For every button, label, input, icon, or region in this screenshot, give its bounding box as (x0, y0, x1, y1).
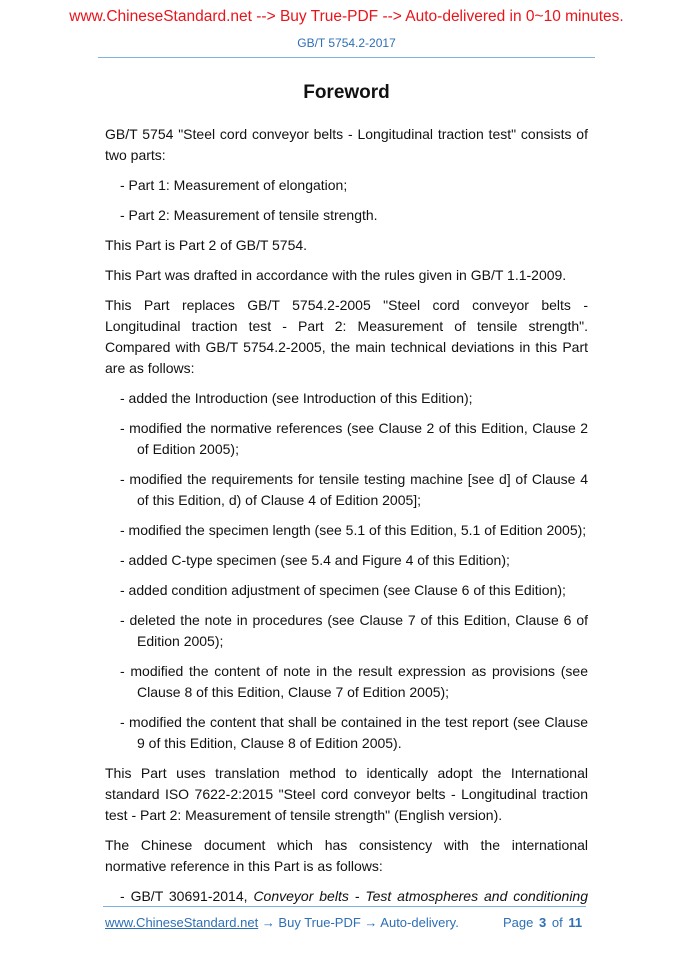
list-item: - added condition adjustment of specimen (see Clause 6 of this Edition); (120, 582, 566, 598)
page-title: Foreword (303, 82, 390, 103)
list-item: - added C-type specimen (see 5.4 and Figure 4 of this Edition); (120, 552, 510, 568)
footer-link[interactable]: www.ChineseStandard.net (105, 915, 259, 930)
reference-number: - GB/T 30691-2014, (120, 888, 254, 904)
standard-number: GB/T 5754.2-2017 (297, 36, 396, 50)
paragraph: This Part is Part 2 of GB/T 5754. (105, 237, 308, 253)
paragraph: This Part replaces GB/T 5754.2-2005 "Steel cord conveyor belts - Longitudinal traction test - Part 2: Measurement of tensile strength". Compared with GB/T 5754.2-2005, the main technical deviations in this Part are as follows: (105, 297, 588, 376)
list-item: - deleted the note in procedures (see Clause 7 of this Edition, Clause 6 of Edition 2005); (120, 612, 588, 649)
page-number: 3 (539, 915, 547, 930)
promo-banner[interactable]: www.ChineseStandard.net --> Buy True-PDF --> Auto-delivered in 0~10 minutes. (69, 8, 624, 25)
paragraph: This Part uses translation method to identically adopt the International standard ISO 7622-2:2015 "Steel cord conveyor belts - Longitudinal traction test - Part 2: Measurement of tensile strength" (English version). (105, 765, 588, 823)
of-label: of (551, 915, 563, 930)
list-item: - Part 2: Measurement of tensile strength. (120, 207, 378, 223)
list-item: - Part 1: Measurement of elongation; (120, 177, 348, 193)
list-item: - modified the content that shall be contained in the test report (see Clause 9 of this Edition, Clause 8 of Edition 2005). (120, 714, 588, 751)
page-total: 11 (568, 915, 583, 930)
paragraph: This Part was drafted in accordance with the rules given in GB/T 1.1-2009. (105, 267, 567, 283)
page-indicator (503, 915, 582, 931)
list-item: - modified the normative references (see Clause 2 of this Edition, Clause 2 of Edition 2005); (120, 420, 588, 457)
foreword-body (105, 124, 588, 907)
list-item: - added the Introduction (see Introduction of this Edition); (120, 390, 473, 406)
paragraph: GB/T 5754 "Steel cord conveyor belts - Longitudinal traction test" consists of two parts: (105, 126, 588, 163)
paragraph: The Chinese document which has consistency with the international normative reference in this Part is as follows: (105, 837, 588, 874)
footer-promo (105, 915, 459, 931)
list-item (120, 886, 588, 907)
list-item: - modified the requirements for tensile testing machine [see d] of Clause 4 of this Edition, d) of Clause 4 of Edition 2005]; (120, 471, 588, 508)
footer-text: → Buy True-PDF → Auto-delivery. (258, 915, 459, 930)
reference-title: Conveyor belts - Test atmospheres and conditioning (253, 888, 588, 904)
list-item: - modified the specimen length (see 5.1 of this Edition, 5.1 of Edition 2005); (120, 522, 587, 538)
footer-divider (103, 906, 586, 907)
list-item: - modified the content of note in the result expression as provisions (see Clause 8 of this Edition, Clause 7 of Edition 2005); (120, 663, 588, 700)
page-label: Page (503, 915, 534, 930)
header-divider (98, 57, 595, 58)
